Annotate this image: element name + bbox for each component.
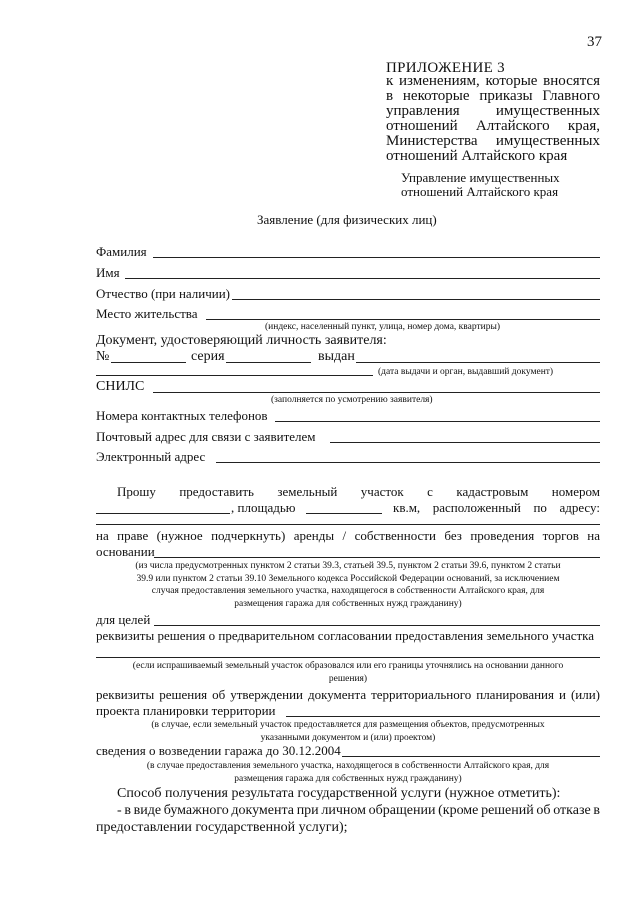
- paper-word: документа: [231, 803, 295, 818]
- patronymic-label: Отчество (при наличии): [96, 286, 231, 301]
- rights-word: на: [96, 528, 109, 543]
- request-word: Прошу: [117, 484, 156, 499]
- snils-field[interactable]: [153, 392, 600, 393]
- doc-issued-hint: (дата выдачи и орган, выдавший документ): [378, 367, 554, 377]
- request-word: адресу:: [559, 500, 600, 515]
- request-word: расположенный: [432, 500, 521, 515]
- postal-address-field[interactable]: [330, 442, 600, 443]
- plan-word: решения: [159, 687, 208, 702]
- appendix-line: к изменениям, которые вносятся: [386, 73, 600, 89]
- territorial-hint: [96, 719, 600, 744]
- hint-line: указанными документом и (или) проектом): [260, 732, 436, 743]
- email-label: Электронный адрес: [96, 449, 206, 464]
- paper-word: при: [296, 803, 319, 818]
- purpose-field[interactable]: [154, 625, 600, 626]
- paper-word: -: [117, 803, 122, 818]
- doc-series-field[interactable]: [226, 362, 311, 363]
- paper-word: бумажного: [163, 803, 229, 818]
- form-title: Заявление (для физических лиц): [257, 212, 437, 227]
- snils-label: СНИЛС: [96, 379, 145, 394]
- territorial-plan-line-1: [96, 687, 600, 703]
- plan-word: утверждении: [230, 687, 303, 702]
- plan-word: реквизиты: [96, 687, 155, 702]
- doc-issued-label: выдан: [318, 349, 355, 364]
- hint-line: 39.9 или пунктом 2 статьи 39.10 Земельного кодекса Российской Федерации оснований, за исключением: [136, 573, 560, 584]
- phones-label: Номера контактных телефонов: [96, 408, 268, 423]
- request-word: земельный: [277, 484, 338, 499]
- doc-number-field[interactable]: [111, 362, 186, 363]
- grounds-hint: [96, 560, 600, 610]
- email-field[interactable]: [216, 462, 600, 463]
- address-field[interactable]: [96, 524, 600, 525]
- doc-issued-field[interactable]: [356, 362, 600, 363]
- plan-word: территориального: [371, 687, 472, 702]
- territorial-plan-label-2: проекта планировки территории: [96, 703, 276, 718]
- plan-word: (или): [570, 687, 600, 702]
- surname-label: Фамилия: [96, 244, 147, 259]
- hint-line: (из числа предусмотренных пунктом 2 статьи 39.3, статьей 39.5, пунктом 2 статьи 39.6, пунктом 2 статьи: [135, 561, 561, 571]
- rights-word: собственности: [354, 528, 436, 543]
- result-method-label: Способ получения результата государственной услуги (нужное отметить):: [117, 786, 561, 801]
- garage-label: сведения о возведении гаража до 30.12.2004: [96, 743, 341, 758]
- residence-field[interactable]: [206, 319, 600, 320]
- preliminary-approval-label: реквизиты решения о предварительном согласовании предоставления земельного участка: [96, 628, 595, 643]
- doc-issued-field-2[interactable]: [96, 375, 373, 376]
- postal-address-label: Почтовый адрес для связи с заявителем: [96, 429, 316, 444]
- doc-number-label: №: [96, 349, 110, 364]
- hint-line: (в случае, если земельный участок предоставляется для размещения объектов, предусмотренных: [151, 720, 545, 730]
- paper-word: обращении: [368, 803, 436, 818]
- doc-series-label: серия: [191, 349, 225, 364]
- paper-option-line-1[interactable]: [117, 803, 600, 819]
- phones-field[interactable]: [275, 421, 600, 422]
- residence-label: Место жительства: [96, 306, 198, 321]
- paper-word: личном: [321, 803, 366, 818]
- id-document-label: Документ, удостоверяющий личность заявителя:: [96, 333, 387, 348]
- request-word: по: [533, 500, 547, 515]
- rights-word: /: [342, 528, 347, 543]
- hint-line: случая предоставления земельного участка, находящегося в собственности Алтайского края, для: [151, 586, 545, 596]
- rights-word: проведения: [470, 528, 535, 543]
- hint-line: (в случае предоставления земельного участка, находящегося в собственности Алтайского края, для: [146, 761, 550, 771]
- appendix-line: отношений Алтайского края: [386, 148, 568, 164]
- request-line-1: [117, 484, 600, 500]
- hint-line: решения): [328, 673, 368, 684]
- paper-option-line-2: предоставлении государственной услуги);: [96, 820, 348, 835]
- garage-field[interactable]: [342, 756, 600, 757]
- territorial-plan-field[interactable]: [286, 716, 600, 717]
- paper-word: в: [124, 803, 131, 818]
- garage-hint: [96, 760, 600, 785]
- preliminary-hint: [96, 660, 600, 685]
- rights-word: подчеркнуть): [211, 528, 286, 543]
- rights-word: (нужное: [156, 528, 203, 543]
- rights-word: аренды: [293, 528, 335, 543]
- rights-word: без: [444, 528, 462, 543]
- appendix-title: ПРИЛОЖЕНИЕ 3: [386, 60, 505, 76]
- request-word: предоставить: [179, 484, 254, 499]
- rights-word: праве: [117, 528, 149, 543]
- residence-hint: (индекс, населенный пункт, улица, номер дома, квартиры): [265, 322, 501, 332]
- purpose-label: для целей: [96, 612, 151, 627]
- plan-word: и: [558, 687, 566, 702]
- name-label: Имя: [96, 265, 120, 280]
- paper-word: об: [536, 803, 551, 818]
- paper-word: (кроме: [438, 803, 479, 818]
- paper-word: виде: [133, 803, 162, 818]
- name-field[interactable]: [125, 278, 600, 279]
- appendix-line: отношений Алтайского края,: [386, 118, 600, 134]
- request-word: с: [427, 484, 433, 499]
- addressee-line-1: Управление имущественных: [401, 170, 560, 185]
- page-number: 37: [587, 34, 602, 50]
- request-word: номером: [551, 484, 600, 499]
- rights-word: на: [587, 528, 600, 543]
- patronymic-field[interactable]: [232, 299, 600, 300]
- appendix-line: в некоторые приказы Главного: [386, 88, 600, 104]
- request-word: кв.м,: [393, 500, 421, 515]
- area-field[interactable]: [306, 513, 382, 514]
- plan-word: об: [212, 687, 226, 702]
- addressee-line-2: отношений Алтайского края: [401, 184, 559, 199]
- cadastral-number-field[interactable]: [96, 513, 230, 514]
- grounds-field[interactable]: [154, 557, 600, 558]
- hint-line: (если испрашиваемый земельный участок образовался или его границы уточнялись на основании данного: [132, 661, 564, 671]
- snils-hint: (заполняется по усмотрению заявителя): [271, 395, 433, 405]
- plan-word: планирования: [476, 687, 554, 702]
- request-word: участок: [360, 484, 404, 499]
- hint-line: размещения гаража для собственных нужд гражданину): [234, 598, 462, 609]
- hint-line: размещения гаража для собственных нужд гражданину): [234, 773, 462, 784]
- paper-word: решений: [481, 803, 534, 818]
- appendix-line: Министерства имущественных: [386, 133, 600, 149]
- preliminary-approval-field[interactable]: [96, 657, 600, 658]
- grounds-label: основании: [96, 544, 155, 559]
- paper-word: в: [593, 803, 600, 818]
- request-line-2: [393, 500, 600, 516]
- rights-line: [96, 528, 600, 544]
- rights-word: торгов: [542, 528, 579, 543]
- paper-word: отказе: [553, 803, 591, 818]
- plan-word: документа: [307, 687, 367, 702]
- appendix-text: [386, 74, 600, 164]
- area-label: , площадью: [231, 500, 296, 515]
- surname-field[interactable]: [153, 257, 600, 258]
- request-word: кадастровым: [456, 484, 529, 499]
- appendix-line: управления имущественных: [386, 103, 600, 119]
